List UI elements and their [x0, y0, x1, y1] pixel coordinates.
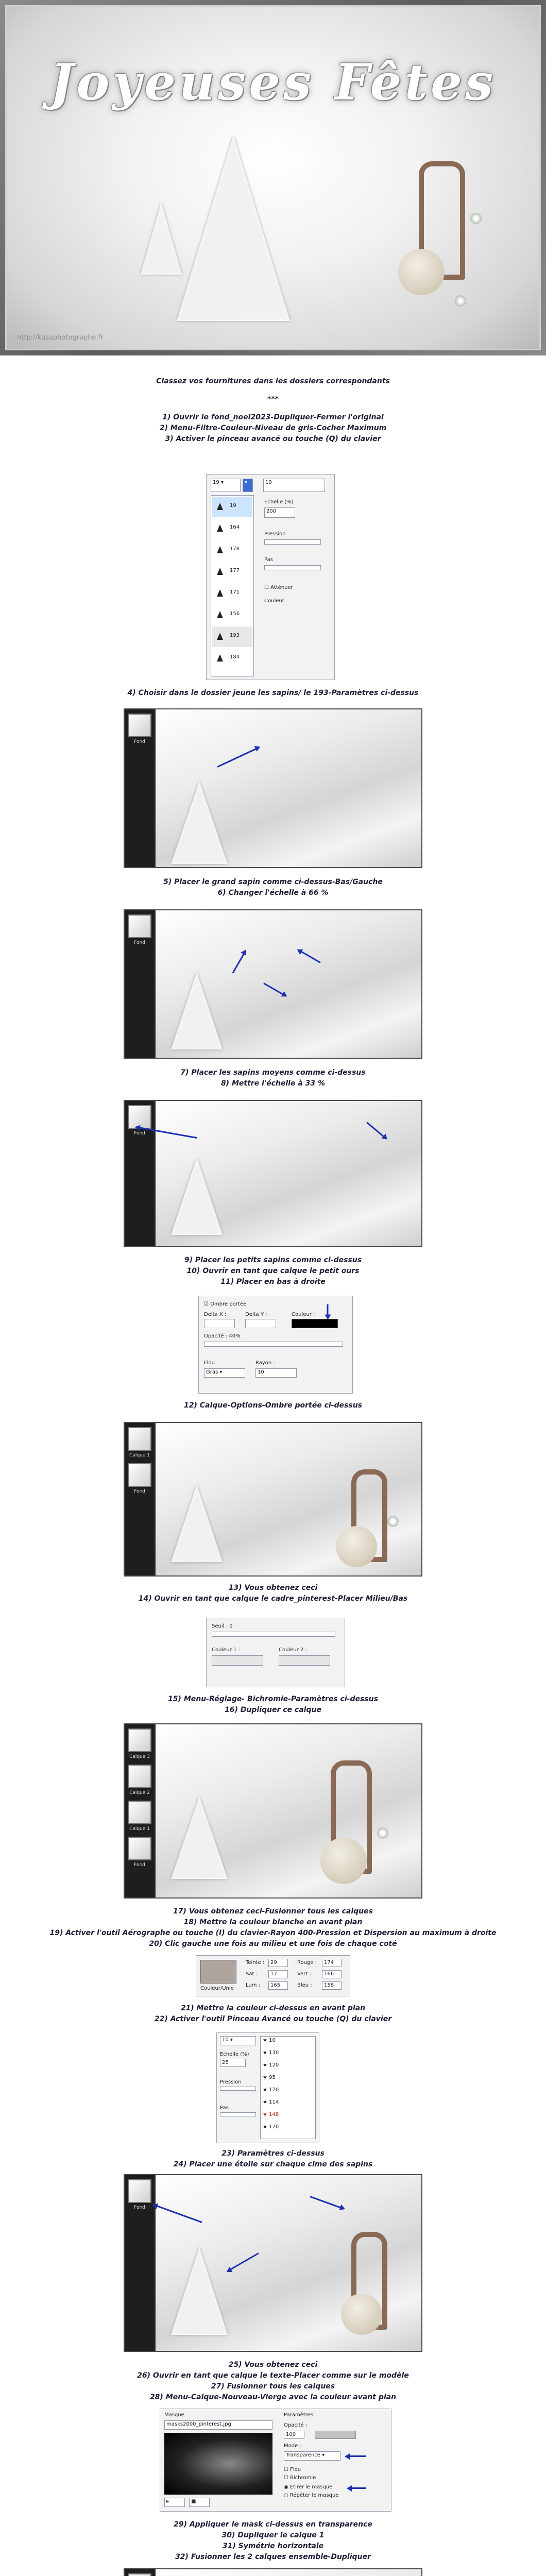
step-5: 5) Placer le grand sapin comme ci-dessus-Bas/Gauche [163, 878, 383, 886]
list-item[interactable]: ★ 148 [263, 2112, 279, 2117]
sat-label: Sat : [246, 1971, 258, 1977]
flou-select[interactable]: Gras ▾ [204, 1368, 245, 1378]
arrow-indicator [366, 1122, 387, 1139]
tree-decoration [177, 135, 290, 321]
rouge-label: Rouge : [297, 1960, 317, 1965]
arrow-indicator [227, 2252, 259, 2272]
couleur-label: Couleur [264, 598, 284, 604]
step-29: 29) Appliquer le mask ci-dessus en transparence [174, 2520, 372, 2529]
screenshot-step-7: Fond [124, 909, 422, 1059]
step-26: 26) Ouvrir en tant que calque le texte-Placer comme sur le modèle [137, 2371, 409, 2380]
step-25-block [0, 2360, 546, 2403]
mask-opacite-input[interactable]: 100 [284, 2431, 304, 2439]
step-14: 14) Ouvrir en tant que calque le cadre_pinterest-Placer Milieu/Bas [138, 1595, 408, 1603]
couleur2-label: Couleur 2 : [279, 1647, 307, 1653]
pas-slider[interactable] [264, 565, 321, 570]
step-22: 22) Activer l'outil Pinceau Avancé ou touche (Q) du clavier [154, 2015, 392, 2023]
star-pas-label: Pas [220, 2105, 229, 2111]
list-item[interactable]: 164 [212, 518, 252, 539]
opacity-slider[interactable] [204, 1342, 343, 1347]
list-item[interactable]: 184 [212, 648, 252, 669]
step-24: 24) Placer une étoile sur chaque cime des sapins [173, 2160, 373, 2168]
step-29-block [0, 2519, 546, 2563]
star-pression-label: Pression [220, 2079, 242, 2085]
step-9: 9) Placer les petits sapins comme ci-dessus [184, 1256, 362, 1264]
echelle-label: Echelle (%) [264, 499, 294, 505]
screenshot-step-13: Calque 1 Fond [124, 1422, 422, 1577]
step-13: 13) Vous obtenez ceci [228, 1584, 318, 1592]
step-12-block [0, 1400, 546, 1411]
dropdown-arrow-button[interactable]: ▾ [243, 479, 253, 492]
banner-image [5, 5, 541, 350]
step-2: 2) Menu-Filtre-Couleur-Niveau de gris-Cocher Maximum [159, 424, 387, 432]
arrow-indicator [348, 2487, 366, 2489]
star-size-select[interactable]: 10 ▾ [220, 2036, 256, 2045]
stars-separator: *** [267, 395, 279, 403]
delta-y-label: Delta Y : [245, 1312, 267, 1317]
flower-decoration [455, 295, 466, 307]
step-1: 1) Ouvrir le fond_noel2023-Dupliquer-Fermer l'original [162, 413, 384, 421]
flower-decoration [470, 213, 482, 224]
seuil-label: Seuil : 0 [212, 1623, 233, 1629]
intro-block [0, 376, 546, 445]
screenshot-step-25: Fond [124, 2174, 422, 2352]
mask-preview [164, 2433, 272, 2495]
pression-slider[interactable] [264, 539, 321, 545]
step-13-block [0, 1583, 546, 1604]
list-item[interactable]: 177 [212, 562, 252, 582]
color-dialog [196, 1955, 350, 1996]
list-item[interactable]: 171 [212, 583, 252, 604]
list-item[interactable]: ★ 130 [263, 2050, 279, 2056]
arrow-indicator [310, 2196, 344, 2210]
list-item[interactable]: 193 [212, 626, 252, 647]
star-brush-dialog [216, 2032, 319, 2143]
star-echelle-label: Echelle (%) [220, 2052, 249, 2057]
star-echelle-input[interactable]: 25 [220, 2059, 246, 2067]
step-11: 11) Placer en bas à droite [220, 1278, 326, 1286]
sat-input[interactable]: 17 [268, 1970, 288, 1978]
mask-flou-checkbox[interactable]: ☐ Flou [284, 2467, 301, 2472]
step-25: 25) Vous obtenez ceci [228, 2361, 318, 2369]
step-31: 31) Symétrie horizontale [222, 2542, 324, 2550]
step-28: 28) Menu-Calque-Nouveau-Vierge avec la couleur avant plan [149, 2393, 397, 2401]
star-list [260, 2036, 316, 2139]
brush-size-value: 19 [213, 480, 219, 485]
screenshot-step-5: Fond [124, 708, 422, 868]
list-item[interactable]: 178 [212, 540, 252, 561]
screenshot-step-9: Fond [124, 1100, 422, 1247]
brush-size-select[interactable]: 19 ▾ [211, 479, 241, 492]
step-8: 8) Mettre l'échelle à 33 % [220, 1079, 326, 1088]
step-15: 15) Menu-Réglage- Bichromie-Paramètres ci-dessus [168, 1695, 378, 1703]
vert-input[interactable]: 166 [322, 1970, 342, 1978]
brush-preview[interactable]: 19 [263, 479, 325, 492]
mask-bichromie-checkbox[interactable]: ☐ Bichromie [284, 2475, 316, 2481]
screenshot-step-33 [124, 2568, 422, 2576]
step-27: 27) Fusionner tous les calques [211, 2382, 335, 2391]
lum-input[interactable]: 165 [268, 1981, 288, 1990]
banner [0, 0, 546, 355]
mask-etirer-radio[interactable]: ◉ Étirer le masque [284, 2484, 333, 2490]
couleur1-label: Couleur 1 : [212, 1647, 240, 1653]
rayon-input[interactable]: 10 [255, 1368, 297, 1378]
step-17-block [0, 1906, 546, 1950]
tree-decoration [141, 202, 182, 275]
color-preview-swatch [200, 1960, 236, 1984]
seuil-slider[interactable] [212, 1632, 335, 1637]
opacity-label: Opacité : 40% [204, 1333, 241, 1339]
couleur2-swatch[interactable] [279, 1655, 330, 1666]
step-10: 10) Ouvrir en tant que calque le petit ours [186, 1267, 360, 1275]
step-15-block [0, 1694, 546, 1716]
step-18: 18) Mettre la couleur blanche en avant plan [183, 1918, 363, 1926]
step-7-block [0, 1067, 546, 1089]
lum-label: Lum : [246, 1982, 261, 1988]
delta-y-input[interactable] [245, 1319, 276, 1328]
pression-label: Pression [264, 531, 286, 537]
step-9-block [0, 1255, 546, 1287]
echelle-input[interactable]: 200 [264, 507, 295, 518]
masque-label: Masque [164, 2412, 184, 2418]
mask-mode-label: Mode : [284, 2443, 301, 2449]
bear-decoration [398, 249, 445, 295]
step-4-block [0, 688, 546, 699]
drop-shadow-dialog [198, 1296, 353, 1394]
brush-list [211, 495, 254, 676]
pas-label: Pas [264, 557, 273, 563]
step-16: 16) Dupliquer ce calque [225, 1706, 321, 1714]
shadow-color-label: Couleur : [292, 1312, 315, 1317]
shadow-color-swatch[interactable] [292, 1319, 338, 1328]
step-32: 32) Fusionner les 2 calques ensemble-Dupliquer [175, 2553, 371, 2561]
mask-mode-select[interactable]: Transparence ▾ [284, 2451, 340, 2461]
star-pas-slider[interactable] [220, 2112, 256, 2116]
arrow-indicator [153, 2204, 202, 2223]
mask-opacite-label: Opacité : [284, 2422, 308, 2428]
list-item[interactable]: 19 [212, 497, 252, 517]
couleur1-swatch[interactable] [212, 1655, 263, 1666]
banner-title: Joyeuses Fêtes [49, 53, 497, 111]
star-pression-slider[interactable] [220, 2087, 256, 2091]
mask-opacite-swatch [315, 2431, 356, 2439]
step-7: 7) Placer les sapins moyens comme ci-dessus [180, 1069, 366, 1077]
color-preview-label: Couleur/Unie [200, 1986, 234, 1991]
list-item[interactable]: ★ 10 [263, 2038, 276, 2043]
rouge-input[interactable]: 174 [322, 1959, 342, 1967]
bleu-input[interactable]: 158 [322, 1981, 342, 1990]
bichromie-dialog [206, 1618, 345, 1687]
brush-dialog [206, 474, 335, 680]
mask-repeter-radio[interactable]: ○ Répéter le masque [284, 2493, 339, 2498]
rayon-label: Rayon : [255, 1360, 275, 1366]
step-17: 17) Vous obtenez ceci-Fusionner tous les calques [173, 1907, 373, 1916]
drop-shadow-checkbox[interactable]: ☑ Ombre portée [204, 1301, 247, 1307]
step-30: 30) Dupliquer le calque 1 [221, 2531, 325, 2539]
step-12: 12) Calque-Options-Ombre portée ci-dessus [184, 1401, 362, 1410]
parametres-label: Paramètres [284, 2412, 314, 2418]
arrow-indicator [327, 1304, 329, 1319]
attenuer-checkbox[interactable]: ☐ Atténuer [264, 585, 293, 590]
step-21: 21) Mettre la couleur ci-dessus en avant plan [180, 2004, 366, 2012]
mask-dialog [160, 2409, 391, 2512]
step-21-block [0, 2003, 546, 2025]
list-item[interactable]: ★ 114 [263, 2099, 279, 2105]
step-6: 6) Changer l'échelle à 66 % [217, 889, 329, 897]
mask-browse-button[interactable]: ▸ [164, 2498, 185, 2507]
list-item[interactable]: ★ 120 [263, 2062, 279, 2068]
step-5-block [0, 877, 546, 899]
flou-label: Flou [204, 1360, 215, 1366]
arrow-indicator [263, 982, 286, 997]
intro-text: Classez vos fournitures dans les dossiers correspondants [156, 377, 390, 385]
mask-save-button[interactable]: ▣ [189, 2498, 210, 2507]
list-item[interactable]: 156 [212, 605, 252, 625]
delta-x-input[interactable] [204, 1319, 235, 1328]
step-23-block [0, 2148, 546, 2170]
list-item[interactable]: ★ 95 [263, 2075, 276, 2080]
step-23: 23) Paramètres ci-dessus [221, 2149, 325, 2158]
screenshot-step-17: Calque 3 Calque 2 Calque 1 Fond [124, 1723, 422, 1899]
arrow-indicator [298, 949, 321, 963]
vert-label: Vert : [297, 1971, 311, 1977]
delta-x-label: Delta X : [204, 1312, 227, 1317]
step-4: 4) Choisir dans le dossier jeune les sapins/ le 193-Paramètres ci-dessus [127, 689, 419, 697]
teinte-label: Teinte : [246, 1960, 265, 1965]
banner-url: http://kazaphotographe.fr [17, 334, 104, 342]
step-20: 20) Clic gauche une fois au milieu et une fois de chaque coté [149, 1940, 397, 1948]
list-item[interactable]: ★ 170 [263, 2087, 279, 2093]
arrow-indicator [217, 747, 260, 768]
masque-file-select[interactable]: masks2000_pinterest.jpg [164, 2420, 272, 2430]
step-19: 19) Activer l'outil Aérographe ou touche (I) du clavier-Rayon 400-Pression et Dispersion au maximum à droite [49, 1929, 497, 1937]
teinte-input[interactable]: 29 [268, 1959, 288, 1967]
step-3: 3) Activer le pinceau avancé ou touche (Q) du clavier [165, 435, 381, 443]
arrow-indicator [232, 950, 247, 973]
list-item[interactable]: ★ 120 [263, 2124, 279, 2130]
arrow-indicator [346, 2455, 366, 2457]
bleu-label: Bleu : [297, 1982, 312, 1988]
